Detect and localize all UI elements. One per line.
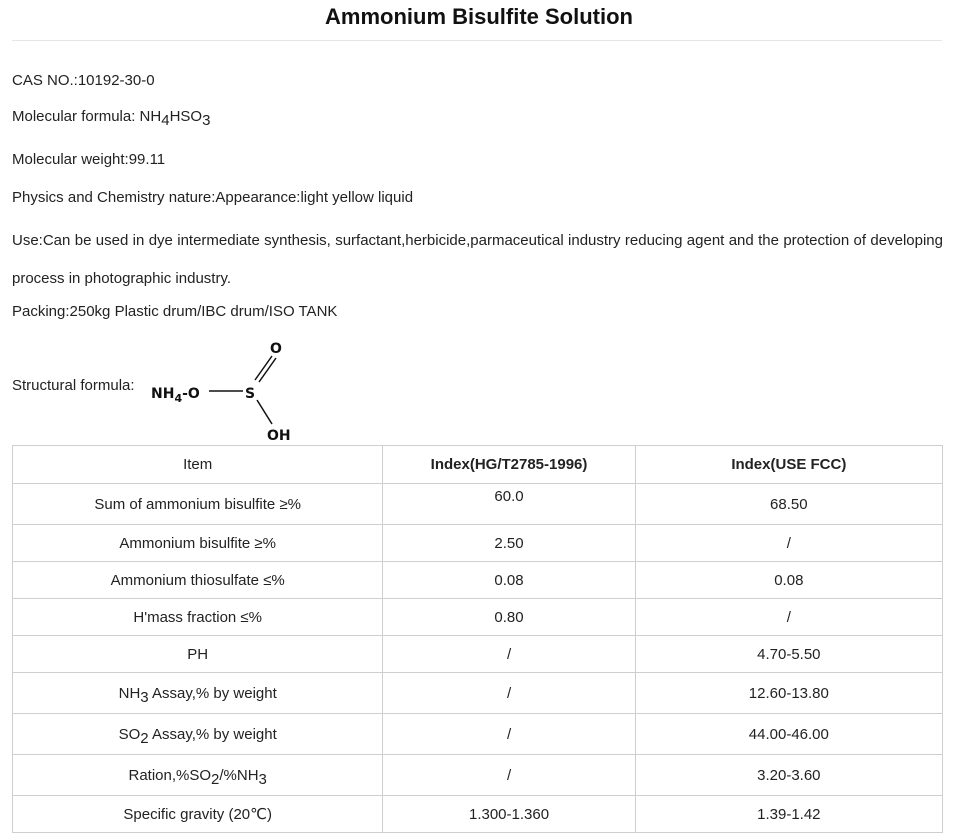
row-item: Specific gravity (20℃) [13,796,383,833]
structural-formula-label: Structural formula: [12,377,135,394]
table-row [13,755,943,796]
row-item: PH [13,636,383,673]
formula-hso-sub: 3 [202,112,211,129]
row-fcc-value: 44.00-46.00 [635,714,942,755]
row-fcc-value: / [635,525,942,562]
table-row [13,599,943,636]
page-title: Ammonium Bisulfite Solution [325,4,633,29]
formula-label: Molecular formula: [12,108,140,125]
row-hg-value: 2.50 [383,525,635,562]
row-hg-value: / [383,636,635,673]
row-fcc-value: 3.20-3.60 [635,755,942,796]
table-row [13,484,943,525]
molecular-weight: Molecular weight:99.11 [12,151,166,168]
molecular-formula [12,108,211,129]
row-item: H'mass fraction ≤% [13,599,383,636]
row-hg-value: / [383,673,635,714]
structural-formula-diagram [145,336,305,444]
header-item: Item [13,446,383,484]
structure-top-oxygen: O [270,341,282,357]
row-hg-value: 0.80 [383,599,635,636]
use-description: Use:Can be used in dye intermediate synthesis, surfactant,herbicide,parmaceutical industry reducing agent and the protection of developing process in photographic industry. [12,232,943,287]
row-fcc-value: 12.60-13.80 [635,673,942,714]
header-fcc-index: Index(USE FCC) [635,446,942,484]
row-fcc-value: 0.08 [635,562,942,599]
table-row [13,525,943,562]
row-fcc-value: / [635,599,942,636]
row-item: Ammonium bisulfite ≥% [13,525,383,562]
table-row [13,796,943,833]
packing-info: Packing:250kg Plastic drum/IBC drum/ISO TANK [12,303,338,320]
formula-hso: HSO [169,108,203,125]
header-hg-index: Index(HG/T2785-1996) [383,446,635,484]
row-item: Ration,%SO2/%NH3 [13,755,383,796]
table-row [13,636,943,673]
bond-s-oh [257,400,272,424]
row-item: Ammonium thiosulfate ≤% [13,562,383,599]
row-item: SO2 Assay,% by weight [13,714,383,755]
formula-nh-sub: 4 [161,112,170,129]
structure-hydroxyl: OH [267,428,291,444]
row-item: NH3 Assay,% by weight [13,673,383,714]
row-hg-value: / [383,714,635,755]
table-header-row [13,446,943,484]
row-hg-value: 60.0 [383,484,635,525]
specification-table [12,445,943,833]
chemistry-nature: Physics and Chemistry nature:Appearance:light yellow liquid [12,189,414,206]
table-row [13,673,943,714]
formula-nh: NH [139,108,162,125]
structure-sulfur: S [245,386,256,402]
cas-number: CAS NO.:10192-30-0 [12,72,155,89]
table-row [13,562,943,599]
structure-nh-group: $NH_4-O$ [151,386,200,405]
table-row [13,714,943,755]
row-hg-value: 0.08 [383,562,635,599]
row-hg-value: / [383,755,635,796]
row-fcc-value: 1.39-1.42 [635,796,942,833]
row-hg-value: 1.300-1.360 [383,796,635,833]
title-divider [12,40,942,41]
row-fcc-value: 68.50 [635,484,942,525]
row-item: Sum of ammonium bisulfite ≥% [13,484,383,525]
row-fcc-value: 4.70-5.50 [635,636,942,673]
